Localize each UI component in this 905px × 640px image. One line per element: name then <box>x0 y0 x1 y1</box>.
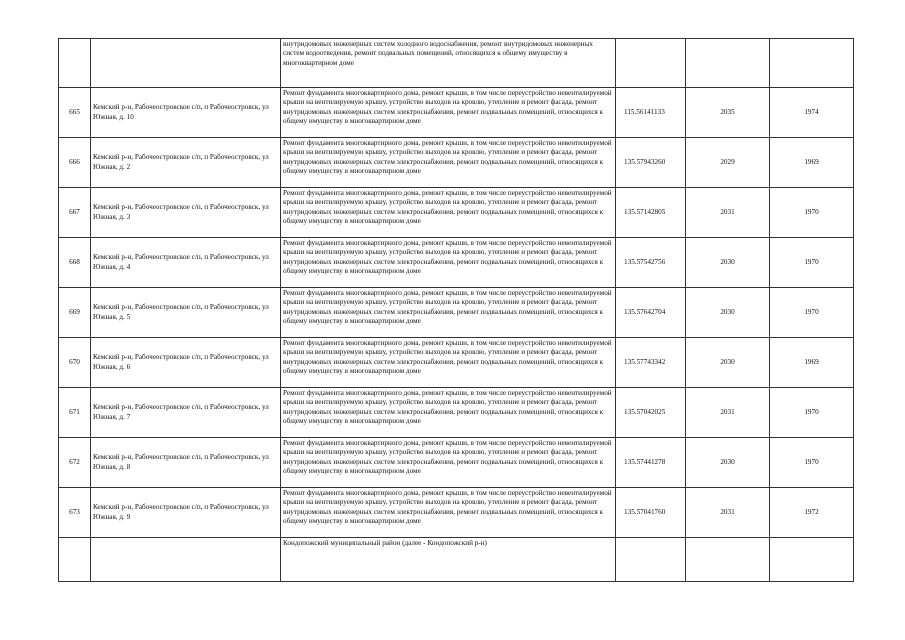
table-row <box>59 188 854 238</box>
cell-description: Ремонт фундамента многоквартирного дома, ремонт крыши, в том числе переустройство невентилируемой крыши на вентилируемую крышу, устройство выходов на кровлю, утепление и ремонт фасада, ремонт внутридомовых инженерных систем электроснабжения, ремонт подвальных помещений, относящихся к общему имуществу в многоквартирном доме <box>281 288 616 338</box>
cell-num: 668 <box>59 238 91 288</box>
cell-plan-year: 2031 <box>686 388 770 438</box>
cell-built-year <box>770 538 854 582</box>
cell-address: Кемский р-н, Рабочеостровское с/п, п Рабочеостровск, ул Южная, д. 4 <box>91 238 281 288</box>
table-row <box>59 238 854 288</box>
cell-cost: 135.57542756 <box>616 238 686 288</box>
cell-description: внутридомовых инженерных систем холодного водоснабжения, ремонт внутридомовых инженерных систем водоотведения, ремонт подвальных помещений, относящихся к общему имуществу в многоквартирном доме <box>281 39 616 88</box>
cell-cost: 135.57943260 <box>616 138 686 188</box>
cell-num: 669 <box>59 288 91 338</box>
cell-address <box>91 538 281 582</box>
cell-address: Кемский р-н, Рабочеостровское с/п, п Рабочеостровск, ул Южная, д. 3 <box>91 188 281 238</box>
cell-address: Кемский р-н, Рабочеостровское с/п, п Рабочеостровск, ул Южная, д. 10 <box>91 88 281 138</box>
cell-plan-year: 2031 <box>686 488 770 538</box>
cell-num: 673 <box>59 488 91 538</box>
cell-address <box>91 39 281 88</box>
cell-plan-year <box>686 538 770 582</box>
table-row-region <box>59 538 854 582</box>
cell-plan-year <box>686 39 770 88</box>
cell-cost: 135.57042025 <box>616 388 686 438</box>
cell-description: Ремонт фундамента многоквартирного дома, ремонт крыши, в том числе переустройство невентилируемой крыши на вентилируемую крышу, устройство выходов на кровлю, утепление и ремонт фасада, ремонт внутридомовых инженерных систем электроснабжения, ремонт подвальных помещений, относящихся к общему имуществу в многоквартирном доме <box>281 88 616 138</box>
cell-plan-year: 2035 <box>686 88 770 138</box>
cell-cost: 135.57041760 <box>616 488 686 538</box>
table-row <box>59 388 854 438</box>
cell-built-year: 1970 <box>770 288 854 338</box>
cell-address: Кемский р-н, Рабочеостровское с/п, п Рабочеостровск, ул Южная, д. 5 <box>91 288 281 338</box>
cell-description: Кондопожский муниципальный район (далее - Кондопожский р-н) <box>281 538 616 582</box>
cell-address: Кемский р-н, Рабочеостровское с/п, п Рабочеостровск, ул Южная, д. 2 <box>91 138 281 188</box>
cell-cost <box>616 538 686 582</box>
cell-plan-year: 2030 <box>686 438 770 488</box>
cell-built-year: 1969 <box>770 338 854 388</box>
cell-plan-year: 2030 <box>686 238 770 288</box>
cell-built-year: 1970 <box>770 388 854 438</box>
cell-cost: 135.57743342 <box>616 338 686 388</box>
cell-num: 670 <box>59 338 91 388</box>
cell-description: Ремонт фундамента многоквартирного дома, ремонт крыши, в том числе переустройство невентилируемой крыши на вентилируемую крышу, устройство выходов на кровлю, утепление и ремонт фасада, ремонт внутридомовых инженерных систем электроснабжения, ремонт подвальных помещений, относящихся к общему имуществу в многоквартирном доме <box>281 338 616 388</box>
cell-built-year: 1970 <box>770 188 854 238</box>
cell-cost: 135.57142805 <box>616 188 686 238</box>
cell-built-year: 1970 <box>770 238 854 288</box>
cell-cost: 135.57441278 <box>616 438 686 488</box>
cell-num: 672 <box>59 438 91 488</box>
cell-num: 671 <box>59 388 91 438</box>
cell-num: 667 <box>59 188 91 238</box>
cell-num: 665 <box>59 88 91 138</box>
cell-cost <box>616 39 686 88</box>
cell-address: Кемский р-н, Рабочеостровское с/п, п Рабочеостровск, ул Южная, д. 9 <box>91 488 281 538</box>
cell-description: Ремонт фундамента многоквартирного дома, ремонт крыши, в том числе переустройство невентилируемой крыши на вентилируемую крышу, устройство выходов на кровлю, утепление и ремонт фасада, ремонт внутридомовых инженерных систем электроснабжения, ремонт подвальных помещений, относящихся к общему имуществу в многоквартирном доме <box>281 238 616 288</box>
cell-cost: 115.56141133 <box>616 88 686 138</box>
cell-plan-year: 2031 <box>686 188 770 238</box>
cell-plan-year: 2029 <box>686 138 770 188</box>
cell-cost: 135.57642704 <box>616 288 686 338</box>
cell-num: 666 <box>59 138 91 188</box>
cell-num <box>59 538 91 582</box>
cell-num <box>59 39 91 88</box>
cell-built-year: 1969 <box>770 138 854 188</box>
table-row <box>59 338 854 388</box>
capital-repair-table <box>58 38 854 582</box>
table-row-continued <box>59 39 854 88</box>
cell-built-year: 1974 <box>770 88 854 138</box>
cell-address: Кемский р-н, Рабочеостровское с/п, п Рабочеостровск, ул Южная, д. 6 <box>91 338 281 388</box>
cell-description: Ремонт фундамента многоквартирного дома, ремонт крыши, в том числе переустройство невентилируемой крыши на вентилируемую крышу, устройство выходов на кровлю, утепление и ремонт фасада, ремонт внутридомовых инженерных систем электроснабжения, ремонт подвальных помещений, относящихся к общему имуществу в многоквартирном доме <box>281 488 616 538</box>
cell-built-year <box>770 39 854 88</box>
cell-plan-year: 2030 <box>686 338 770 388</box>
cell-address: Кемский р-н, Рабочеостровское с/п, п Рабочеостровск, ул Южная, д. 7 <box>91 388 281 438</box>
table-row <box>59 488 854 538</box>
cell-description: Ремонт фундамента многоквартирного дома, ремонт крыши, в том числе переустройство невентилируемой крыши на вентилируемую крышу, устройство выходов на кровлю, утепление и ремонт фасада, ремонт внутридомовых инженерных систем электроснабжения, ремонт подвальных помещений, относящихся к общему имуществу в многоквартирном доме <box>281 438 616 488</box>
cell-built-year: 1970 <box>770 438 854 488</box>
cell-address: Кемский р-н, Рабочеостровское с/п, п Рабочеостровск, ул Южная, д. 8 <box>91 438 281 488</box>
table-row <box>59 88 854 138</box>
cell-built-year: 1972 <box>770 488 854 538</box>
table-row <box>59 288 854 338</box>
cell-description: Ремонт фундамента многоквартирного дома, ремонт крыши, в том числе переустройство невентилируемой крыши на вентилируемую крышу, устройство выходов на кровлю, утепление и ремонт фасада, ремонт внутридомовых инженерных систем электроснабжения, ремонт подвальных помещений, относящихся к общему имуществу в многоквартирном доме <box>281 188 616 238</box>
cell-plan-year: 2030 <box>686 288 770 338</box>
table-row <box>59 138 854 188</box>
table-row <box>59 438 854 488</box>
cell-description: Ремонт фундамента многоквартирного дома, ремонт крыши, в том числе переустройство невентилируемой крыши на вентилируемую крышу, устройство выходов на кровлю, утепление и ремонт фасада, ремонт внутридомовых инженерных систем электроснабжения, ремонт подвальных помещений, относящихся к общему имуществу в многоквартирном доме <box>281 388 616 438</box>
cell-description: Ремонт фундамента многоквартирного дома, ремонт крыши, в том числе переустройство невентилируемой крыши на вентилируемую крышу, устройство выходов на кровлю, утепление и ремонт фасада, ремонт внутридомовых инженерных систем электроснабжения, ремонт подвальных помещений, относящихся к общему имуществу в многоквартирном доме <box>281 138 616 188</box>
